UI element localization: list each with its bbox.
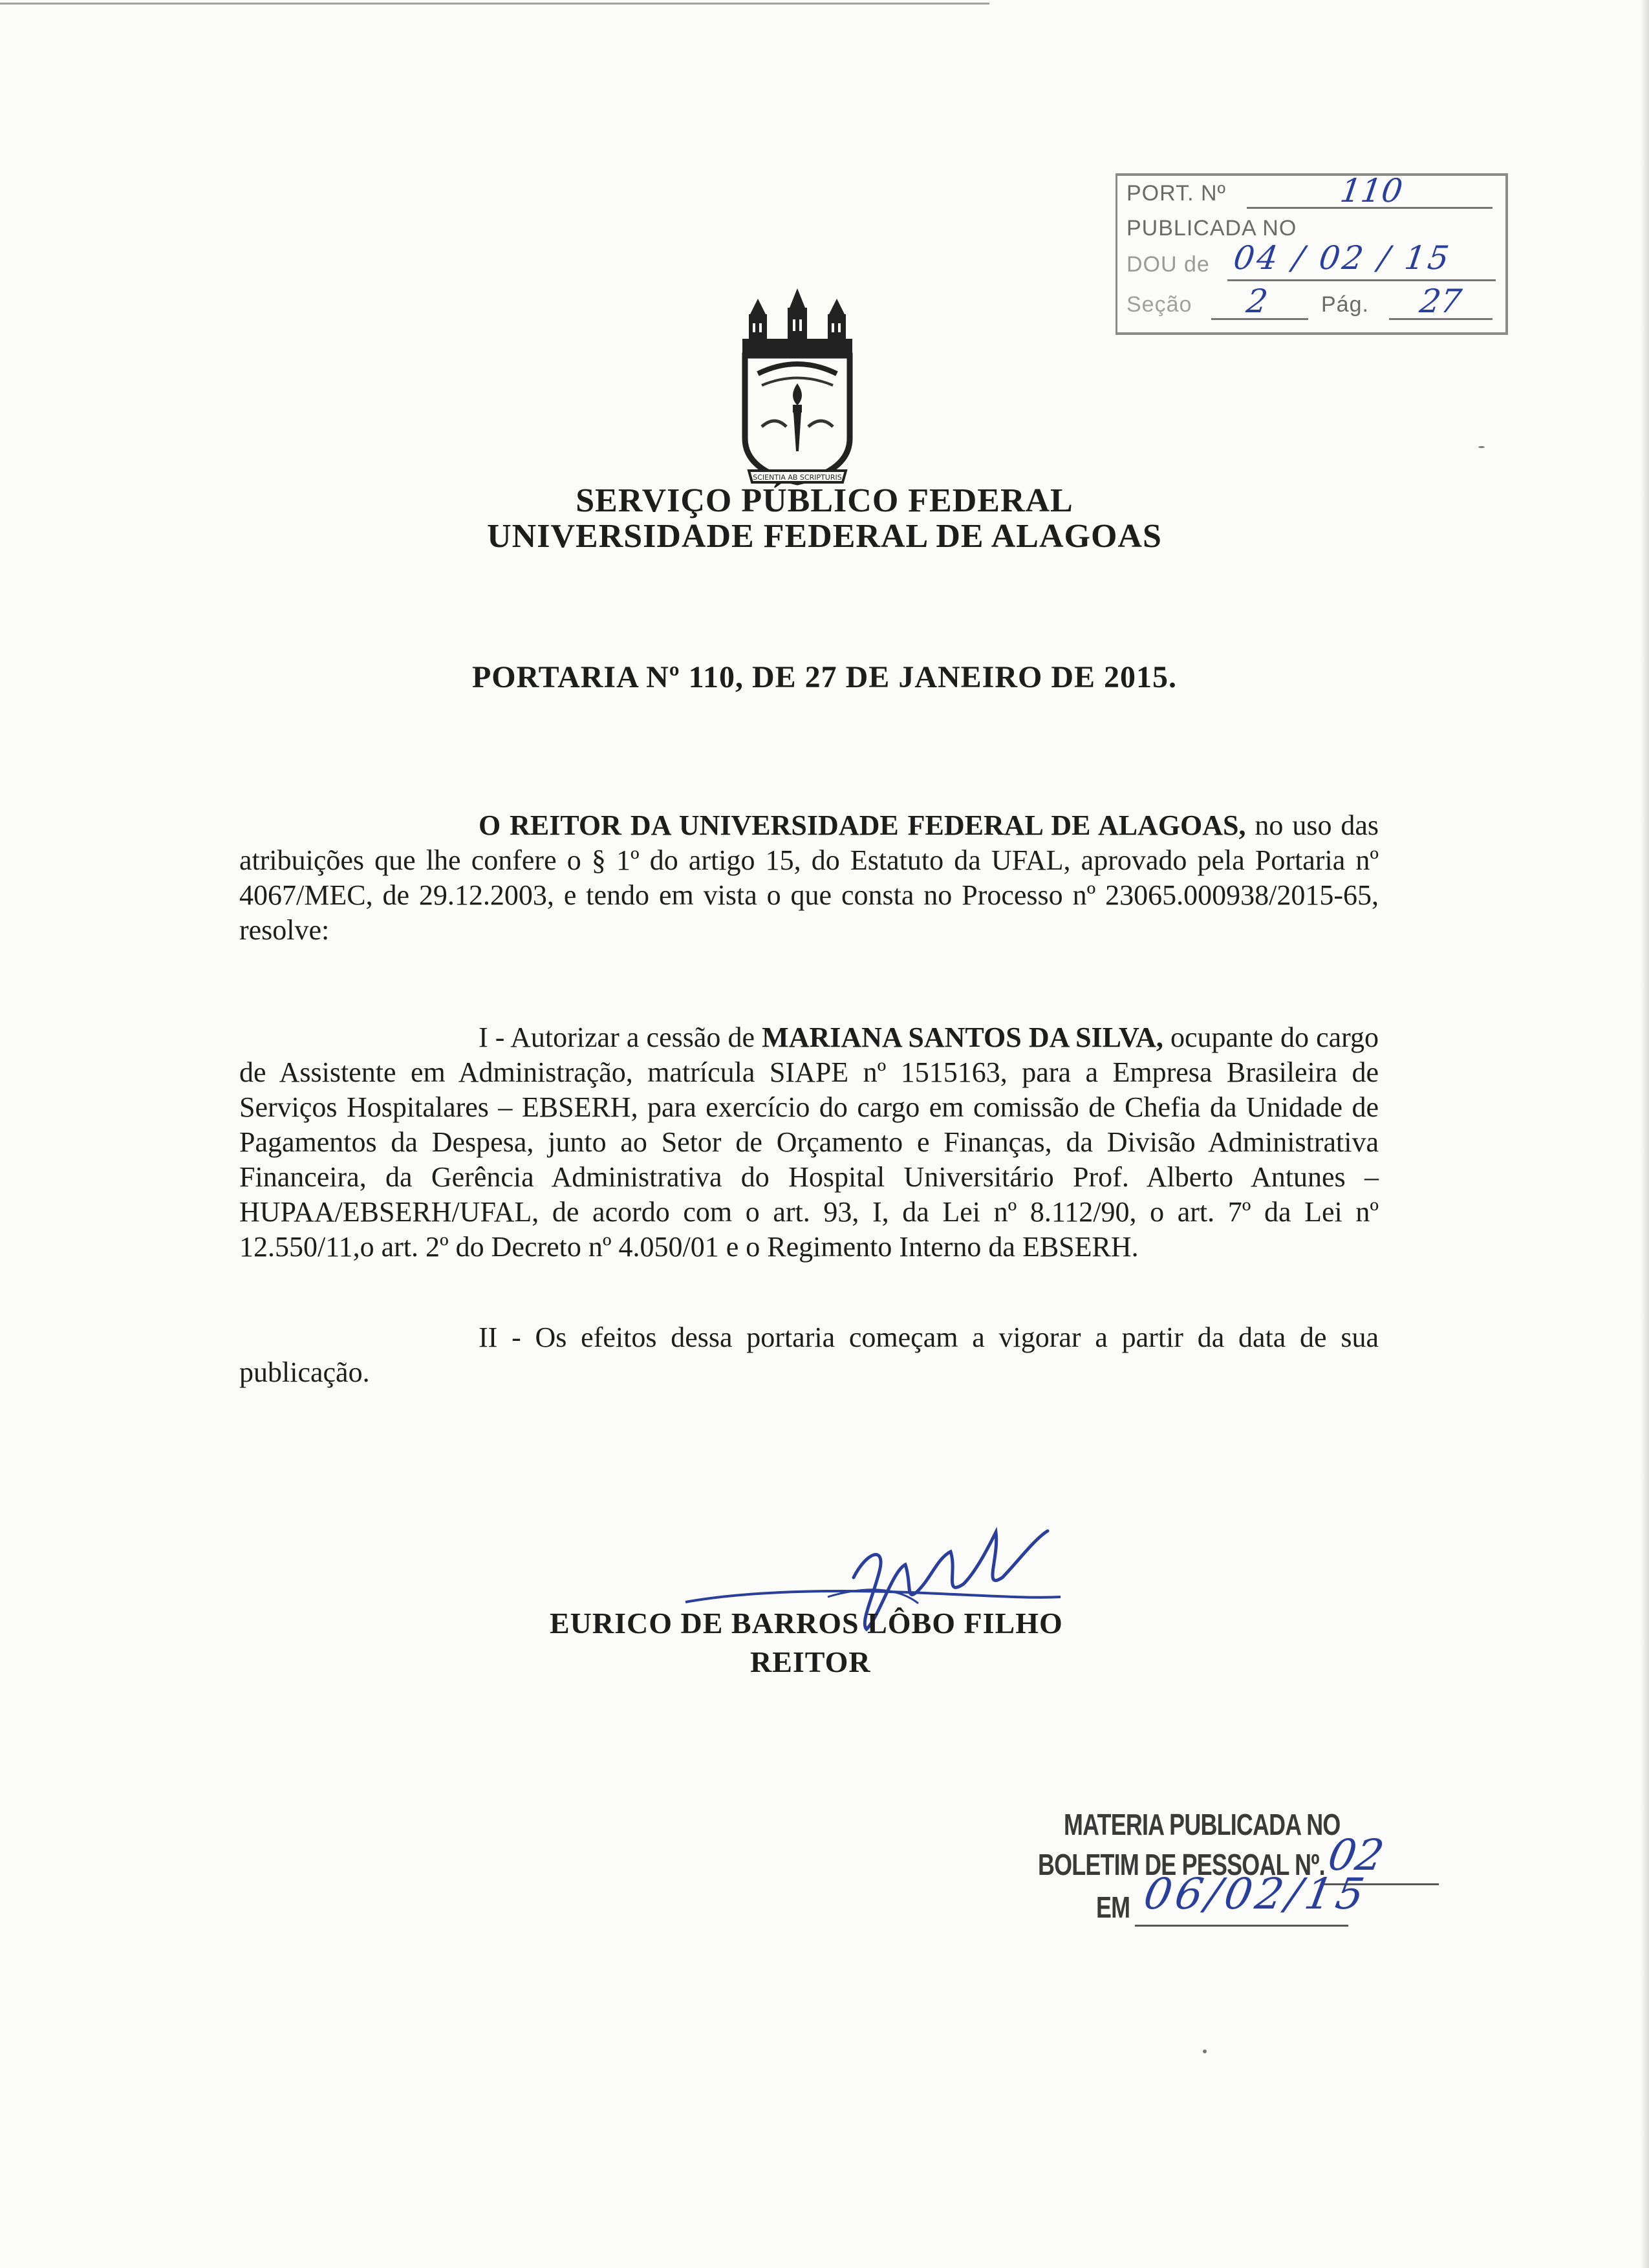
- scan-speck: [1203, 2049, 1207, 2053]
- header-line-1: SERVIÇO PÚBLICO FEDERAL: [576, 482, 1073, 519]
- bulletin-date: 06/02/15: [1140, 1869, 1372, 1919]
- preamble-paragraph: [239, 808, 1379, 948]
- signatory-name: EURICO DE BARROS LÔBO FILHO: [550, 1607, 1063, 1640]
- stamp-section-label: Seção: [1126, 292, 1192, 317]
- stamp-underline: [1227, 279, 1496, 281]
- signatory-role: REITOR: [750, 1645, 871, 1678]
- bulletin-stamp-line-2: BOLETIM DE PESSOAL Nº.: [1038, 1848, 1325, 1881]
- scan-artifact-top: [0, 3, 1649, 5]
- ufal-crest-icon: [736, 277, 859, 490]
- stamp-page-value: 27: [1417, 283, 1464, 320]
- stamp-dou-date: 04 / 02 / 15: [1231, 239, 1454, 277]
- scan-edge-shadow: [1640, 0, 1649, 2268]
- scan-speck: [1478, 446, 1485, 448]
- stamp-published-label: PUBLICADA NO: [1126, 216, 1297, 241]
- article-1-paragraph: [239, 1020, 1379, 1265]
- document-title: PORTARIA Nº 110, DE 27 DE JANEIRO DE 2015.: [471, 660, 1178, 694]
- stamp-port-number: 110: [1337, 172, 1405, 209]
- stamp-page-label: Pág.: [1321, 292, 1369, 317]
- bulletin-stamp-line-3: EM: [1096, 1890, 1130, 1924]
- bulletin-number: 02: [1324, 1830, 1388, 1880]
- article-1-name: MARIANA SANTOS DA SILVA,: [762, 1022, 1163, 1053]
- stamp-section-value: 2: [1244, 283, 1270, 320]
- article-1-lead: I - Autorizar a cessão de: [479, 1022, 762, 1053]
- bulletin-stamp: [1038, 1807, 1452, 1943]
- stamp-port-label: PORT. Nº: [1126, 181, 1226, 206]
- crest-motto: SCIENTIA AB SCRIPTURIS: [753, 473, 842, 482]
- article-1-text: ocupante do cargo de Assistente em Administração, matrícula SIAPE nº 1515163, para a Empresa Brasileira de Serviços Hospitalares – EBSERH, para exercício do cargo em comissão de Chefia da Unidade de Pagamentos da Despesa, junto ao Setor de Orçamento e Finanças, da Divisão Administrativa Financeira, da Gerência Administrativa do Hospital Universitário Prof. Alberto Antunes – HUPAA/EBSERH/UFAL, de acordo com o art. 93, I, da Lei nº 8.112/90, o art. 7º da Lei nº 12.550/11,o art. 2º do Decreto nº 4.050/01 e o Regimento Interno da EBSERH.: [239, 1022, 1379, 1263]
- publication-stamp: [1116, 173, 1508, 335]
- header-line-2: UNIVERSIDADE FEDERAL DE ALAGOAS: [487, 518, 1162, 555]
- article-2-text: II - Os efeitos dessa portaria começam a vigorar a partir da data de sua publicação.: [239, 1321, 1379, 1388]
- bulletin-stamp-line-1: MATERIA PUBLICADA NO: [1064, 1808, 1341, 1841]
- stamp-dou-label: DOU de: [1126, 252, 1210, 277]
- article-2-paragraph: [239, 1320, 1379, 1390]
- preamble-subject: O REITOR DA UNIVERSIDADE FEDERAL DE ALAGOAS,: [479, 809, 1246, 841]
- preamble-text: no uso das atribuições que lhe confere o § 1º do artigo 15, do Estatuto da UFAL, aprovado pela Portaria nº 4067/MEC, de 29.12.2003, e tendo em vista o que consta no Processo nº 23065.000938/2015-65, resolve:: [239, 809, 1379, 946]
- stamp-underline: [1135, 1925, 1348, 1927]
